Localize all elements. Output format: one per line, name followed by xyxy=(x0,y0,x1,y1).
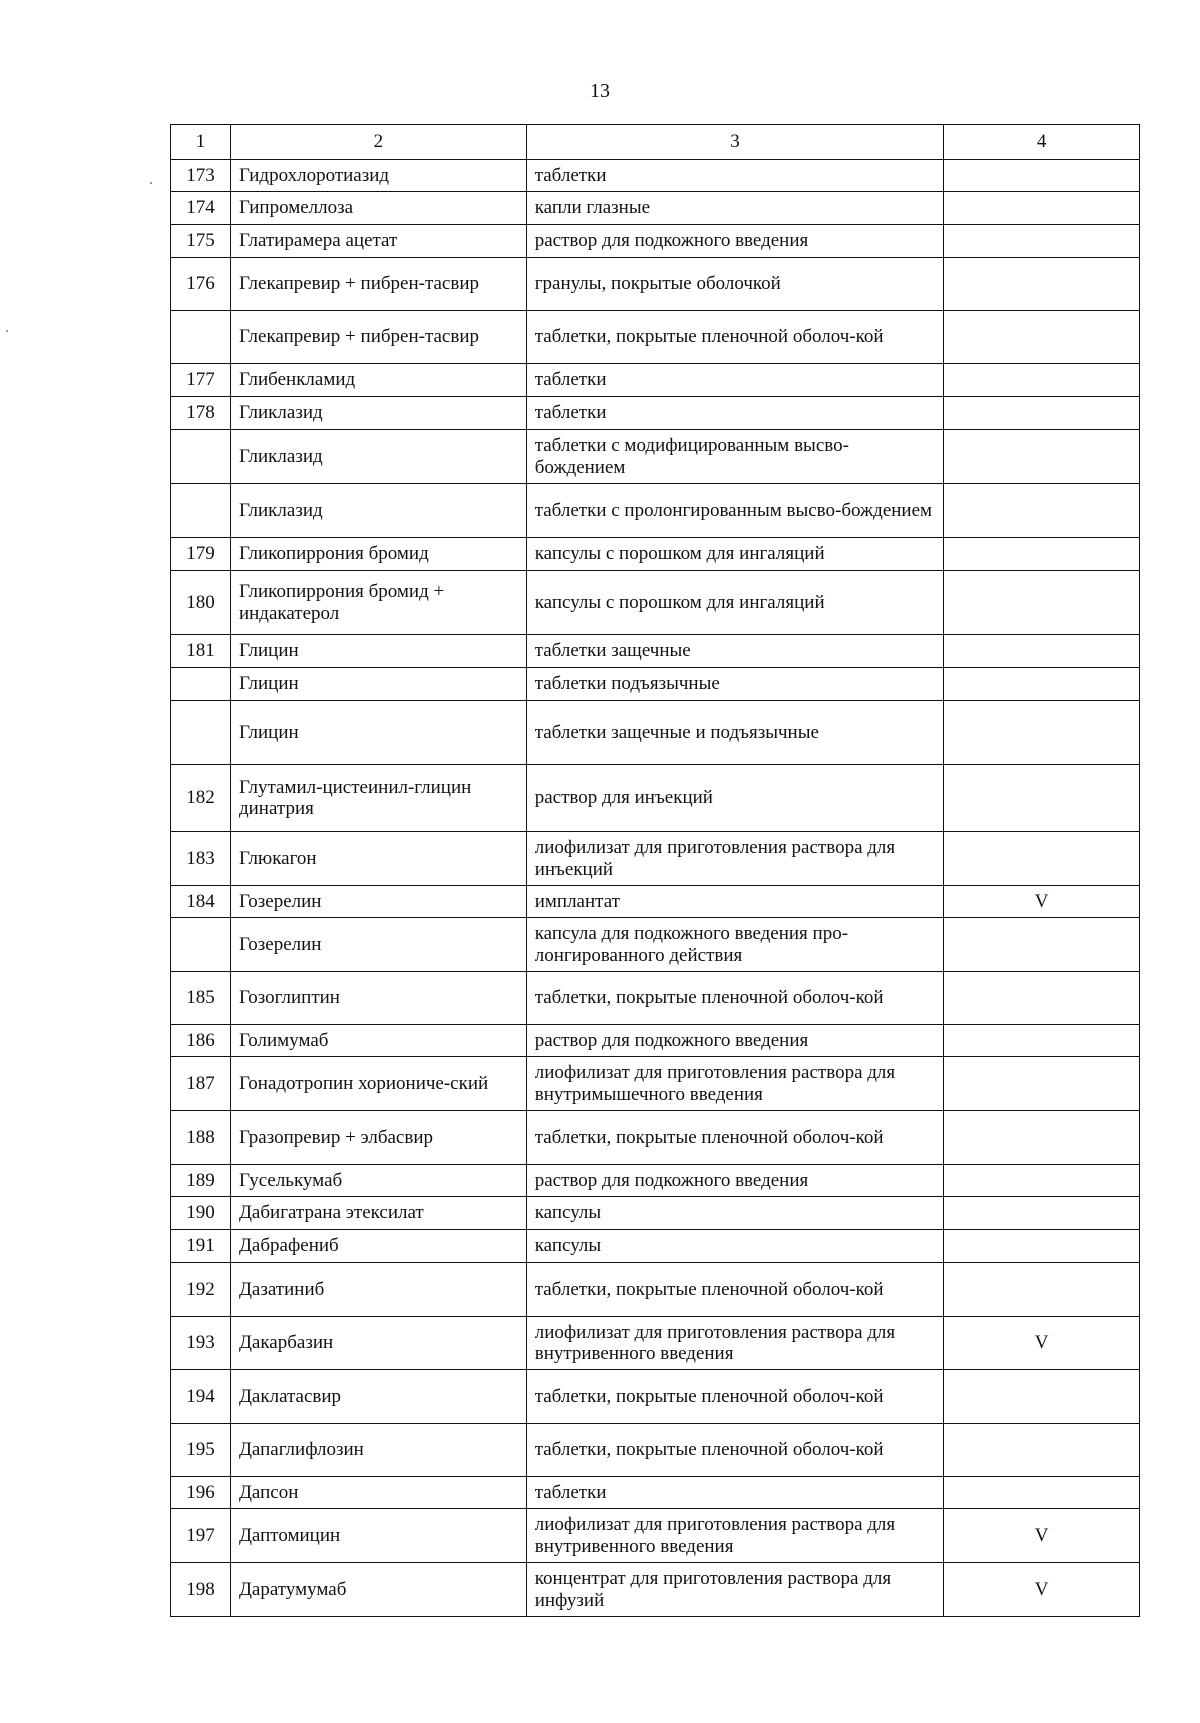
mark-cell xyxy=(944,1111,1140,1165)
table-row xyxy=(171,258,1140,311)
drug-name: Дазатиниб xyxy=(230,1263,526,1317)
dosage-form: гранулы, покрытые оболочкой xyxy=(526,258,944,311)
row-number: 186 xyxy=(171,1025,231,1057)
dosage-form: таблетки, покрытые пленочной оболоч-кой xyxy=(526,311,944,364)
dosage-form: лиофилизат для приготовления раствора для инъекций xyxy=(526,832,944,886)
mark-cell xyxy=(944,765,1140,832)
mark-cell: V xyxy=(944,1317,1140,1370)
dosage-form: таблетки, покрытые пленочной оболоч-кой xyxy=(526,972,944,1025)
mark-cell xyxy=(944,635,1140,668)
table-row xyxy=(171,1111,1140,1165)
table-body xyxy=(171,160,1140,1617)
row-number: 192 xyxy=(171,1263,231,1317)
drug-name: Даптомицин xyxy=(230,1509,526,1563)
mark-cell xyxy=(944,311,1140,364)
table-row xyxy=(171,701,1140,765)
dosage-form: лиофилизат для приготовления раствора для внутривенного введения xyxy=(526,1317,944,1370)
dosage-form: таблетки xyxy=(526,1477,944,1509)
dosage-form: таблетки подъязычные xyxy=(526,668,944,701)
dosage-form: имплантат xyxy=(526,886,944,918)
table-row xyxy=(171,832,1140,886)
drug-name: Гипромеллоза xyxy=(230,192,526,225)
mark-cell: V xyxy=(944,886,1140,918)
table-row xyxy=(171,571,1140,635)
table-row xyxy=(171,430,1140,484)
drug-name: Гозерелин xyxy=(230,918,526,972)
table-row xyxy=(171,1509,1140,1563)
mark-cell xyxy=(944,192,1140,225)
row-number: 178 xyxy=(171,397,231,430)
mark-cell: V xyxy=(944,1509,1140,1563)
drug-name: Гозоглиптин xyxy=(230,972,526,1025)
row-number xyxy=(171,484,231,538)
table-row xyxy=(171,668,1140,701)
mark-cell xyxy=(944,1057,1140,1111)
header-cell-4: 4 xyxy=(944,125,1140,160)
table-row xyxy=(171,918,1140,972)
drug-name: Глицин xyxy=(230,701,526,765)
dosage-form: таблетки xyxy=(526,397,944,430)
dosage-form: лиофилизат для приготовления раствора для внутривенного введения xyxy=(526,1509,944,1563)
margin-dot xyxy=(6,330,8,332)
table-row xyxy=(171,1197,1140,1230)
dosage-form: таблетки защечные xyxy=(526,635,944,668)
row-number: 185 xyxy=(171,972,231,1025)
table-row xyxy=(171,1563,1140,1617)
row-number: 180 xyxy=(171,571,231,635)
mark-cell xyxy=(944,918,1140,972)
dosage-form: капли глазные xyxy=(526,192,944,225)
table-row xyxy=(171,1477,1140,1509)
mark-cell xyxy=(944,1165,1140,1197)
drug-name: Голимумаб xyxy=(230,1025,526,1057)
drug-name: Даклатасвир xyxy=(230,1370,526,1424)
mark-cell xyxy=(944,1197,1140,1230)
drug-name: Гонадотропин хориониче-ский xyxy=(230,1057,526,1111)
row-number: 176 xyxy=(171,258,231,311)
dosage-form: раствор для подкожного введения xyxy=(526,1025,944,1057)
drug-table xyxy=(170,124,1140,1617)
table-row xyxy=(171,538,1140,571)
drug-name: Гозерелин xyxy=(230,886,526,918)
dosage-form: капсулы с порошком для ингаляций xyxy=(526,538,944,571)
mark-cell xyxy=(944,160,1140,192)
row-number: 195 xyxy=(171,1424,231,1477)
row-number xyxy=(171,668,231,701)
row-number: 173 xyxy=(171,160,231,192)
table-row xyxy=(171,1424,1140,1477)
row-number: 181 xyxy=(171,635,231,668)
mark-cell xyxy=(944,1230,1140,1263)
drug-name: Гразопревир + элбасвир xyxy=(230,1111,526,1165)
header-row xyxy=(171,125,1140,160)
row-number: 189 xyxy=(171,1165,231,1197)
header-cell-2: 2 xyxy=(230,125,526,160)
drug-name: Глекапревир + пибрен-тасвир xyxy=(230,258,526,311)
table-row xyxy=(171,225,1140,258)
row-number: 184 xyxy=(171,886,231,918)
header-cell-3: 3 xyxy=(526,125,944,160)
row-number: 190 xyxy=(171,1197,231,1230)
table-row xyxy=(171,1263,1140,1317)
row-number xyxy=(171,918,231,972)
table-row xyxy=(171,972,1140,1025)
table-row xyxy=(171,886,1140,918)
row-number xyxy=(171,430,231,484)
mark-cell xyxy=(944,430,1140,484)
drug-name: Дабигатрана этексилат xyxy=(230,1197,526,1230)
drug-name: Глатирамера ацетат xyxy=(230,225,526,258)
dosage-form: капсулы xyxy=(526,1230,944,1263)
table-row xyxy=(171,160,1140,192)
mark-cell xyxy=(944,972,1140,1025)
drug-name: Глицин xyxy=(230,635,526,668)
dosage-form: капсулы xyxy=(526,1197,944,1230)
drug-name: Гуселькумаб xyxy=(230,1165,526,1197)
mark-cell xyxy=(944,1370,1140,1424)
dosage-form: лиофилизат для приготовления раствора для внутримышечного введения xyxy=(526,1057,944,1111)
table-row xyxy=(171,765,1140,832)
drug-name: Гликопиррония бромид + индакатерол xyxy=(230,571,526,635)
row-number xyxy=(171,701,231,765)
drug-name: Гликлазид xyxy=(230,430,526,484)
drug-name: Дакарбазин xyxy=(230,1317,526,1370)
drug-name: Глекапревир + пибрен-тасвир xyxy=(230,311,526,364)
dosage-form: таблетки, покрытые пленочной оболоч-кой xyxy=(526,1424,944,1477)
row-number: 193 xyxy=(171,1317,231,1370)
row-number: 183 xyxy=(171,832,231,886)
drug-name: Дапаглифлозин xyxy=(230,1424,526,1477)
margin-dot xyxy=(150,182,152,184)
row-number: 174 xyxy=(171,192,231,225)
drug-name: Глутамил-цистеинил-глицин динатрия xyxy=(230,765,526,832)
dosage-form: таблетки защечные и подъязычные xyxy=(526,701,944,765)
mark-cell xyxy=(944,1424,1140,1477)
table-row xyxy=(171,1317,1140,1370)
dosage-form: концентрат для приготовления раствора для инфузий xyxy=(526,1563,944,1617)
drug-name: Дабрафениб xyxy=(230,1230,526,1263)
mark-cell xyxy=(944,364,1140,397)
row-number: 175 xyxy=(171,225,231,258)
dosage-form: таблетки, покрытые пленочной оболоч-кой xyxy=(526,1370,944,1424)
mark-cell xyxy=(944,1025,1140,1057)
row-number: 196 xyxy=(171,1477,231,1509)
mark-cell xyxy=(944,1477,1140,1509)
dosage-form: таблетки с пролонгированным высво-бождением xyxy=(526,484,944,538)
mark-cell xyxy=(944,225,1140,258)
drug-name: Глибенкламид xyxy=(230,364,526,397)
row-number: 179 xyxy=(171,538,231,571)
dosage-form: раствор для подкожного введения xyxy=(526,225,944,258)
drug-name: Даратумумаб xyxy=(230,1563,526,1617)
drug-name: Глицин xyxy=(230,668,526,701)
row-number: 177 xyxy=(171,364,231,397)
table-row xyxy=(171,484,1140,538)
table-row xyxy=(171,1165,1140,1197)
row-number: 191 xyxy=(171,1230,231,1263)
dosage-form: таблетки с модифицированным высво-бождением xyxy=(526,430,944,484)
mark-cell xyxy=(944,571,1140,635)
row-number xyxy=(171,311,231,364)
mark-cell xyxy=(944,397,1140,430)
header-cell-1: 1 xyxy=(171,125,231,160)
mark-cell xyxy=(944,1263,1140,1317)
drug-name: Глюкагон xyxy=(230,832,526,886)
dosage-form: раствор для подкожного введения xyxy=(526,1165,944,1197)
table-row xyxy=(171,1230,1140,1263)
row-number: 197 xyxy=(171,1509,231,1563)
drug-name: Дапсон xyxy=(230,1477,526,1509)
row-number: 187 xyxy=(171,1057,231,1111)
drug-name: Гидрохлоротиазид xyxy=(230,160,526,192)
drug-name: Гликлазид xyxy=(230,397,526,430)
table-row xyxy=(171,192,1140,225)
mark-cell: V xyxy=(944,1563,1140,1617)
table-row xyxy=(171,635,1140,668)
row-number: 194 xyxy=(171,1370,231,1424)
dosage-form: таблетки, покрытые пленочной оболоч-кой xyxy=(526,1111,944,1165)
mark-cell xyxy=(944,668,1140,701)
table-row xyxy=(171,364,1140,397)
drug-name: Гликлазид xyxy=(230,484,526,538)
dosage-form: таблетки xyxy=(526,160,944,192)
table-row xyxy=(171,1057,1140,1111)
row-number: 182 xyxy=(171,765,231,832)
dosage-form: раствор для инъекций xyxy=(526,765,944,832)
table-row xyxy=(171,397,1140,430)
page-number: 13 xyxy=(590,80,610,102)
dosage-form: капсулы с порошком для ингаляций xyxy=(526,571,944,635)
mark-cell xyxy=(944,484,1140,538)
drug-name: Гликопиррония бромид xyxy=(230,538,526,571)
row-number: 198 xyxy=(171,1563,231,1617)
table-row xyxy=(171,1025,1140,1057)
mark-cell xyxy=(944,258,1140,311)
mark-cell xyxy=(944,538,1140,571)
dosage-form: таблетки, покрытые пленочной оболоч-кой xyxy=(526,1263,944,1317)
row-number: 188 xyxy=(171,1111,231,1165)
table-row xyxy=(171,1370,1140,1424)
mark-cell xyxy=(944,701,1140,765)
dosage-form: таблетки xyxy=(526,364,944,397)
table-row xyxy=(171,311,1140,364)
mark-cell xyxy=(944,832,1140,886)
dosage-form: капсула для подкожного введения про-лонгированного действия xyxy=(526,918,944,972)
